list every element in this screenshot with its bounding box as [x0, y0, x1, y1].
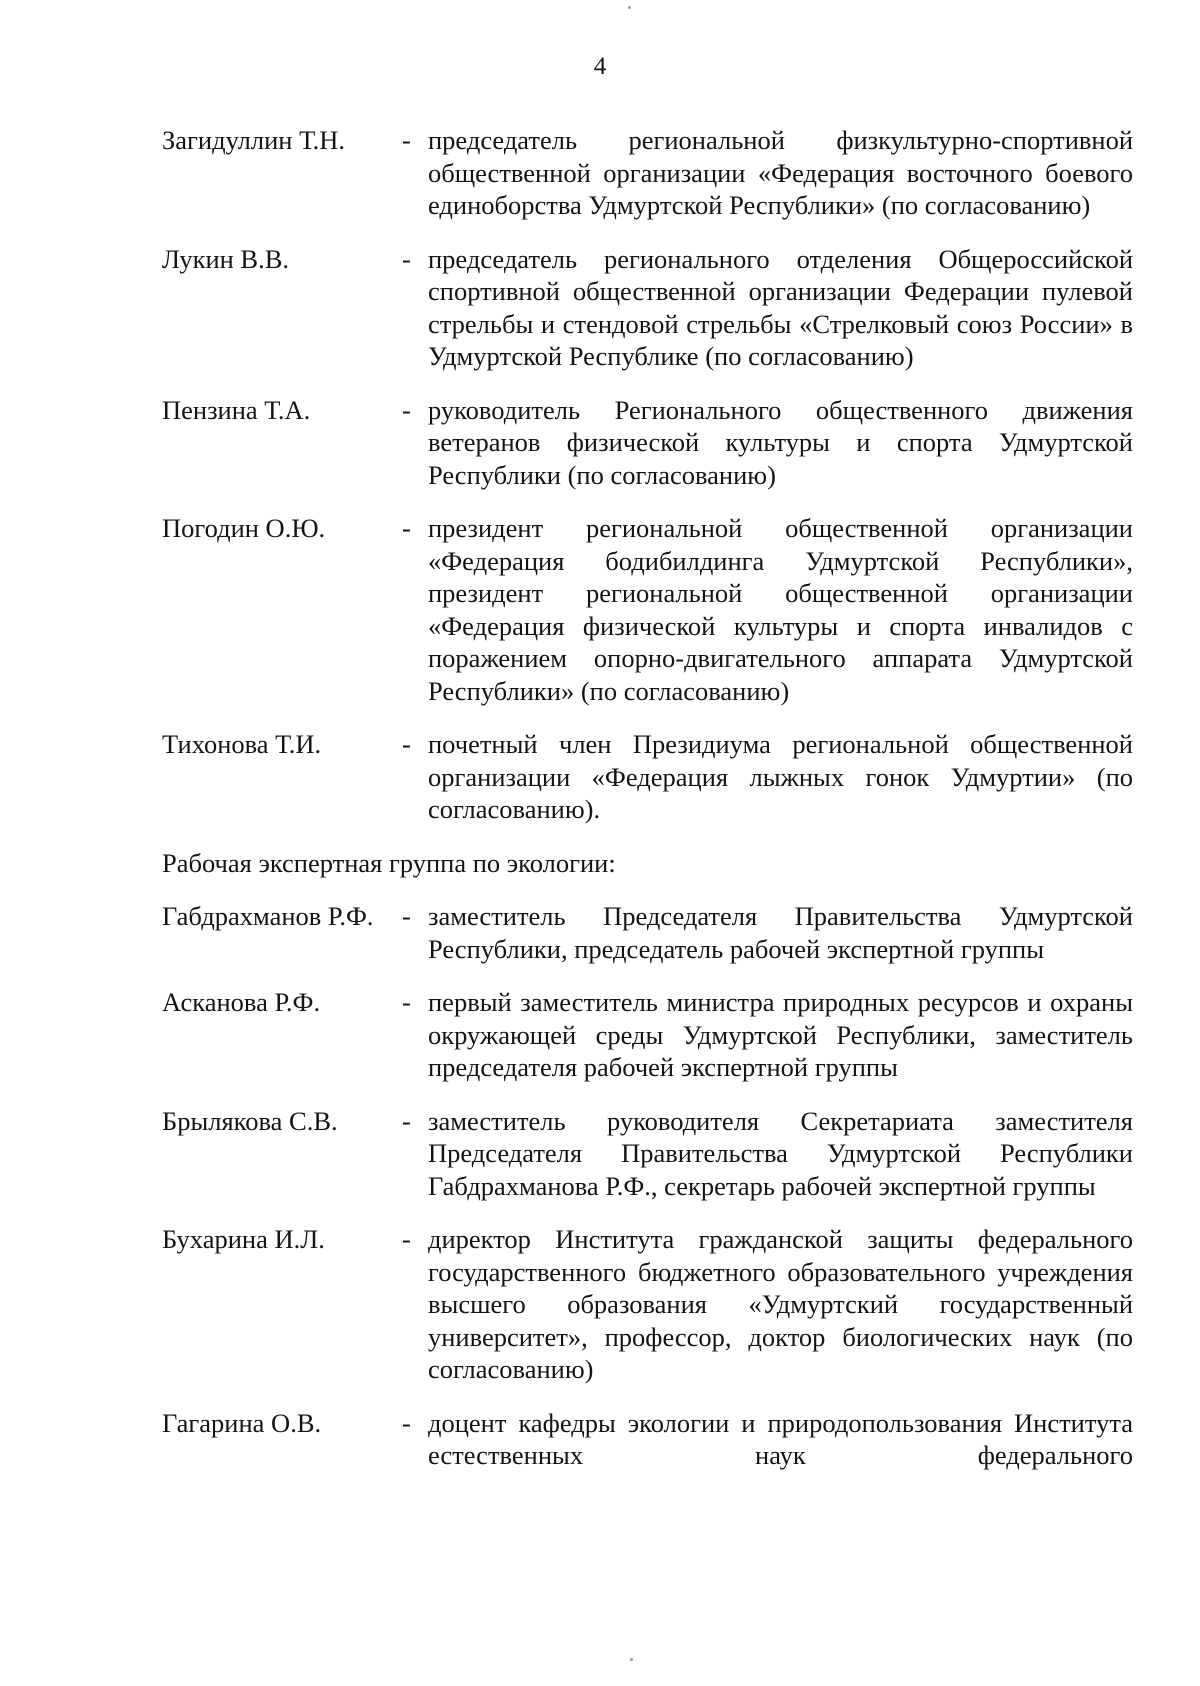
- member-entry: [162, 1105, 1137, 1203]
- entry-dash: -: [402, 394, 411, 425]
- member-position: президент региональной общественной организации «Федерация бодибилдинга Удмуртской Республики», президент региональной общественной организации «Федерация физической культуры и спорта инвалидов с поражением опорно-двигательного аппарата Удмуртской Республики» (по согласованию): [428, 513, 1133, 706]
- member-position: председатель региональной физкультурно-спортивной общественной организации «Федерация восточного боевого единоборства Удмуртской Республики» (по согласованию): [428, 125, 1133, 220]
- entry-dash: -: [402, 243, 411, 274]
- member-entry: [162, 243, 1137, 373]
- member-entry: [162, 124, 1137, 222]
- member-entry: [162, 394, 1137, 492]
- member-entry: [162, 512, 1137, 707]
- member-name: Асканова Р.Ф.: [162, 987, 321, 1017]
- member-entry: [162, 900, 1137, 965]
- scan-speck: [630, 1658, 633, 1661]
- member-position: доцент кафедры экологии и природопользования Института естественных наук федерального: [428, 1407, 1133, 1470]
- member-position: заместитель руководителя Секретариата заместителя Председателя Правительства Удмуртской Республики Габдрахманова Р.Ф., секретарь рабочей экспертной группы: [428, 1105, 1133, 1201]
- member-entry: [162, 986, 1137, 1084]
- member-position: председатель регионального отделения Общероссийской спортивной общественной организации Федерации пулевой стрельбы и стендовой стрельбы «Стрелковый союз России» в Удмуртской Республике (по согласованию): [428, 243, 1133, 371]
- member-name: Погодин О.Ю.: [162, 513, 326, 543]
- member-name: Бухарина И.Л.: [162, 1224, 325, 1254]
- member-list: [162, 124, 1137, 1472]
- member-name: Лукин В.В.: [162, 243, 290, 274]
- entry-dash: -: [402, 1105, 411, 1136]
- member-name: Габдрахманов Р.Ф.: [162, 901, 374, 931]
- entry-dash: -: [402, 1407, 411, 1438]
- page-number: 4: [593, 53, 607, 80]
- entry-dash: -: [402, 987, 411, 1017]
- entry-dash: -: [402, 729, 411, 759]
- member-name: Пензина Т.А.: [162, 394, 311, 425]
- member-position: почетный член Президиума региональной общественной организации «Федерация лыжных гонок Удмуртии» (по согласованию).: [428, 729, 1133, 824]
- member-position: руководитель Регионального общественного движения ветеранов физической культуры и спорта Удмуртской Республики (по согласованию): [428, 394, 1133, 490]
- entry-dash: -: [402, 1224, 411, 1254]
- entry-dash: -: [402, 513, 411, 543]
- scan-speck: [628, 6, 631, 9]
- member-entry: [162, 728, 1137, 826]
- section-heading: Рабочая экспертная группа по экологии:: [162, 847, 616, 878]
- member-name: Тихонова Т.И.: [162, 729, 322, 759]
- member-name: Брылякова С.В.: [162, 1105, 338, 1136]
- member-name: Загидуллин Т.Н.: [162, 125, 346, 155]
- member-entry: [162, 1407, 1137, 1472]
- member-position: директор Института гражданской защиты федерального государственного бюджетного образовательного учреждения высшего образования «Удмуртский государственный университет», профессор, доктор биологических наук (по согласованию): [428, 1224, 1133, 1384]
- member-position: первый заместитель министра природных ресурсов и охраны окружающей среды Удмуртской Республики, заместитель председателя рабочей экспертной группы: [428, 987, 1133, 1082]
- member-position: заместитель Председателя Правительства Удмуртской Республики, председатель рабочей экспертной группы: [428, 901, 1133, 964]
- entry-dash: -: [402, 901, 411, 931]
- member-entry: [162, 1223, 1137, 1386]
- member-name: Гагарина О.В.: [162, 1407, 322, 1438]
- entry-dash: -: [402, 125, 411, 155]
